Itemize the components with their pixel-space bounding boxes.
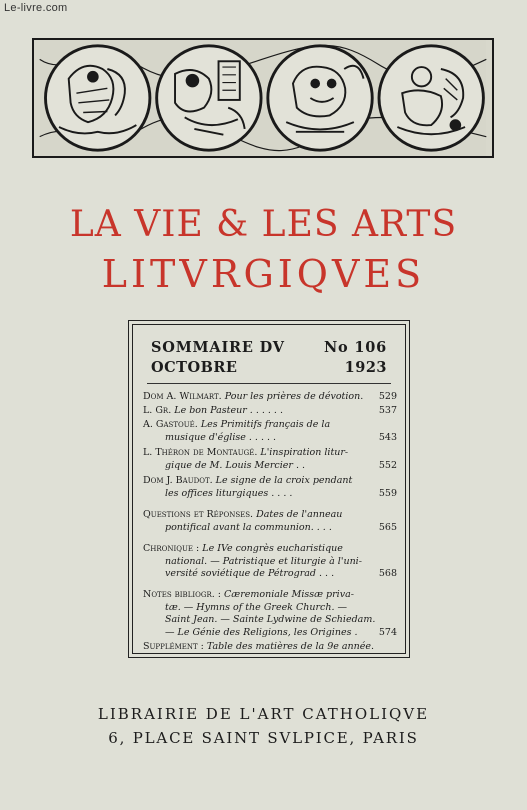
entry-title: L'inspiration litur- <box>260 447 349 458</box>
entry-title-cont: national. — Patristique et liturgie à l'uni- <box>165 555 362 567</box>
watermark: Le-livre.com <box>4 2 68 14</box>
entry-title-cont: musique d'église . . . . . <box>165 431 277 443</box>
entry-author: Questions et Réponses. <box>143 509 254 520</box>
issue-month: OCTOBRE <box>151 359 238 376</box>
entry-title: Le IVe congrès eucharistique <box>202 543 343 554</box>
entry-title-cont: les offices liturgiques . . . . <box>165 487 293 499</box>
entry-page: 559 <box>378 487 397 499</box>
entry-author: L. Gr. <box>143 405 172 416</box>
evangelist-lion-icon <box>268 46 372 150</box>
entry-page: 537 <box>378 405 397 416</box>
entry-author: Dom J. Baudot. <box>143 475 213 486</box>
issue-number: No 106 <box>323 339 387 356</box>
entry-author: Dom A. Wilmart. <box>143 391 222 402</box>
toc-entry <box>143 419 397 444</box>
entry-title-cont: pontifical avant la communion. . . . <box>165 521 332 533</box>
title-line-2: LITVRGIQVES <box>101 252 426 296</box>
entry-author: A. Gastoué. <box>143 419 198 430</box>
entry-title: Cæremoniale Missæ priva- <box>224 589 354 600</box>
toc-entry <box>143 391 397 404</box>
entry-author: L. Théron de Montaugé. <box>143 447 258 458</box>
evangelist-ox-icon <box>157 46 261 150</box>
entry-page: 529 <box>378 391 397 402</box>
toc-entry <box>143 509 397 534</box>
entry-author: Notes bibliogr. : <box>143 589 221 600</box>
table-of-contents <box>128 320 410 658</box>
entry-title-cont: Saint Jean. — Sainte Lydwine de Schiedam. <box>165 614 376 625</box>
toc-entry <box>143 475 397 500</box>
title-line-1: LA VIE & LES ARTS <box>69 204 458 245</box>
toc-entry <box>143 405 397 418</box>
entry-title: Les Primitifs français de la <box>200 419 331 430</box>
woodcut-frieze <box>32 38 494 158</box>
evangelist-eagle-icon <box>46 46 150 150</box>
toc-inner-border <box>132 324 406 654</box>
evangelist-angel-icon <box>379 46 483 150</box>
entry-page: 574 <box>378 626 397 638</box>
toc-header <box>151 339 387 356</box>
entry-title: Dates de l'anneau <box>256 509 343 520</box>
entry-page: 552 <box>378 459 397 471</box>
toc-header-left: SOMMAIRE DV <box>151 339 285 356</box>
entry-title: Le signe de la croix pendant <box>215 475 353 486</box>
publisher-name: LIBRAIRIE DE L'ART CATHOLIQVE <box>97 705 430 723</box>
entry-page: 543 <box>378 431 397 443</box>
entry-title-cont: — Le Génie des Religions, les Origines . <box>165 626 358 638</box>
toc-entry <box>143 641 397 654</box>
toc-entry <box>143 543 397 581</box>
entry-title-cont: tæ. — Hymns of the Greek Church. — <box>165 601 347 613</box>
entry-title-cont: versité soviétique de Pétrograd . . . <box>165 568 335 579</box>
publisher-address: 6, PLACE SAINT SVLPICE, PARIS <box>108 729 419 747</box>
entry-page: 565 <box>378 521 397 533</box>
entry-title: Table des matières de la 9e année. <box>206 641 375 652</box>
toc-date <box>151 359 387 376</box>
entry-page: 568 <box>378 568 397 579</box>
entry-title: Pour les prières de dévotion. <box>224 391 364 402</box>
entry-title-cont: gique de M. Louis Mercier . . <box>165 459 306 471</box>
toc-entry <box>143 589 397 639</box>
issue-year: 1923 <box>344 359 387 376</box>
toc-entry <box>143 447 397 472</box>
entry-author: Supplément : <box>143 641 204 652</box>
entry-author: Chronique : <box>143 543 200 554</box>
entry-title: Le bon Pasteur . . . . . . <box>174 405 283 416</box>
toc-divider <box>147 383 391 384</box>
